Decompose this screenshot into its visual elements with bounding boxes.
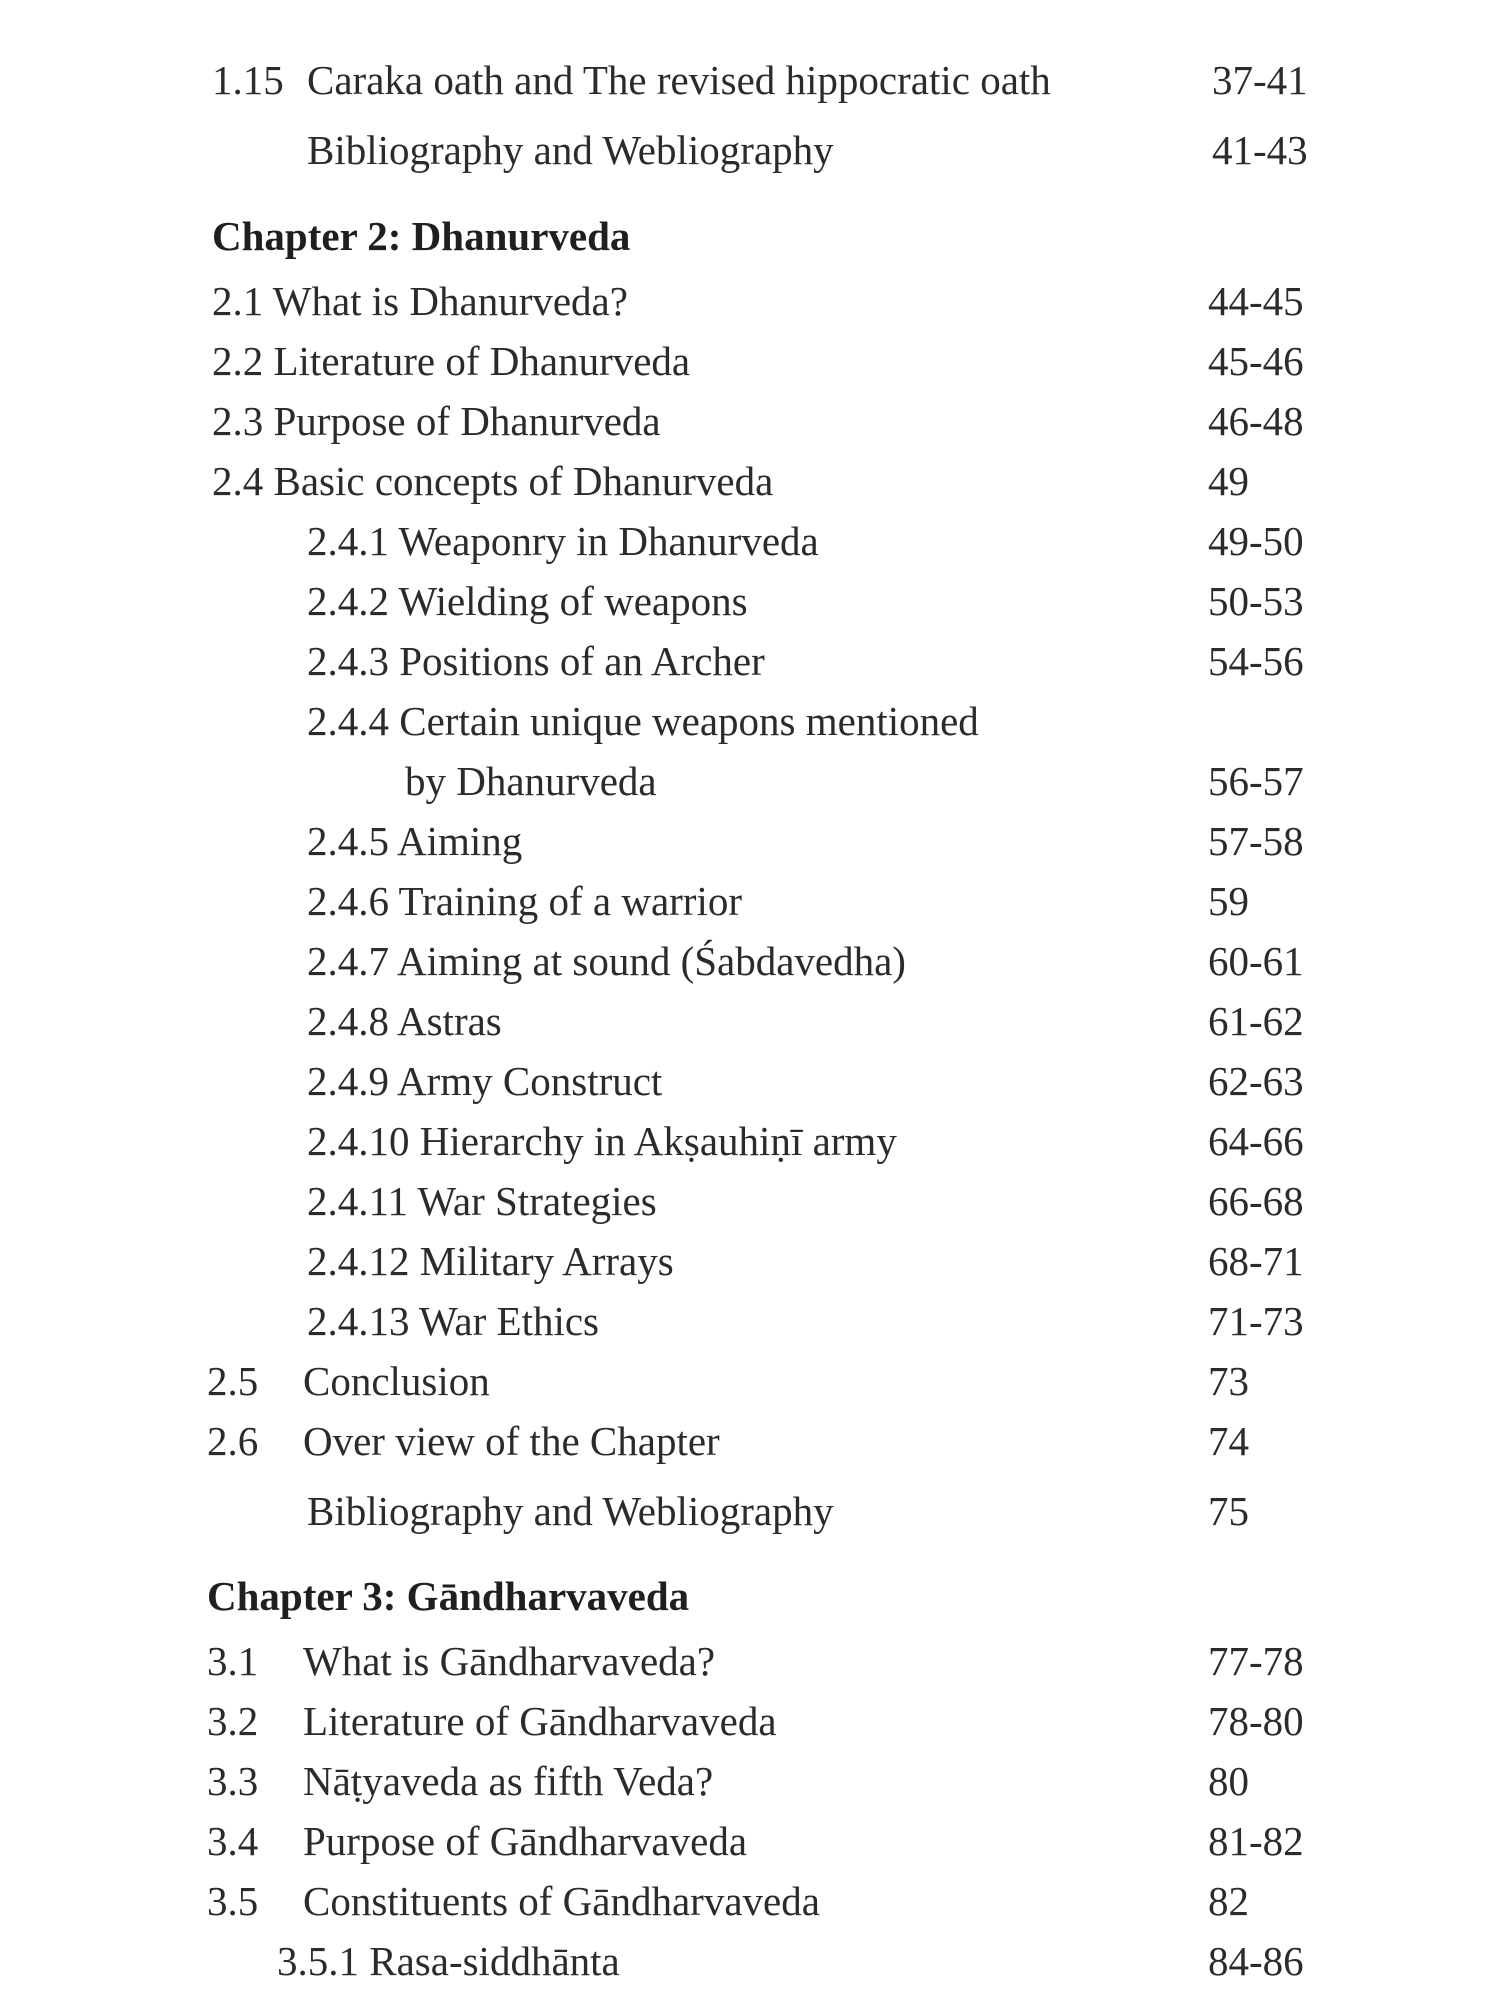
entry-pages: 61-62 [1208, 998, 1304, 1044]
entry-pages: 73 [1208, 1358, 1249, 1404]
toc-entry-3-3 [0, 1755, 1500, 1807]
entry-title: Nāṭyaveda as fifth Veda? [303, 1758, 714, 1804]
entry-title: Bibliography and Webliography [307, 127, 834, 173]
entry-pages: 64-66 [1208, 1118, 1304, 1164]
entry-title: Literature of Gāndharvaveda [303, 1698, 777, 1744]
toc-entry-3-5 [0, 1875, 1500, 1927]
entry-pages: 56-57 [1208, 758, 1304, 804]
entry-pages: 57-58 [1208, 818, 1304, 864]
entry-title: Bibliography and Webliography [307, 1488, 834, 1534]
toc-entry-3-5-1 [0, 1935, 1500, 1987]
entry-pages: 81-82 [1208, 1818, 1304, 1864]
entry-pages: 49 [1208, 458, 1249, 504]
toc-entry-2-5 [0, 1355, 1500, 1407]
entry-title: 2.4.2 Wielding of weapons [307, 578, 748, 624]
toc-entry-2-4-5 [0, 815, 1500, 867]
entry-pages: 74 [1208, 1418, 1249, 1464]
entry-title: 2.4.4 Certain unique weapons mentioned [307, 698, 979, 744]
entry-title: 2.4.6 Training of a warrior [307, 878, 743, 924]
entry-title: 2.4.10 Hierarchy in Akṣauhiṇī army [307, 1118, 897, 1164]
entry-pages: 59 [1208, 878, 1249, 924]
entry-pages: 71-73 [1208, 1298, 1304, 1344]
entry-pages: 41-43 [1212, 127, 1308, 173]
entry-pages: 62-63 [1208, 1058, 1304, 1104]
entry-title-continued: by Dhanurveda [405, 758, 657, 804]
entry-number: 2.6 [207, 1418, 259, 1464]
toc-entry-2-6 [0, 1415, 1500, 1467]
entry-number: 3.1 [207, 1638, 259, 1684]
entry-number: 3.2 [207, 1698, 259, 1744]
chapter-2-heading [0, 210, 1500, 262]
chapter-title: Chapter 2: Dhanurveda [212, 213, 631, 259]
entry-title: 2.4.13 War Ethics [307, 1298, 600, 1344]
entry-title: Caraka oath and The revised hippocratic oath [307, 57, 1051, 103]
entry-title: What is Gāndharvaveda? [303, 1638, 716, 1684]
entry-title: Purpose of Gāndharvaveda [303, 1818, 748, 1864]
toc-entry-2-4-8 [0, 995, 1500, 1047]
entry-pages: 44-45 [1208, 278, 1304, 324]
toc-entry-2-4-4-continued [0, 755, 1500, 807]
toc-entry-2-4-6 [0, 875, 1500, 927]
toc-entry-2-4-10 [0, 1115, 1500, 1167]
entry-title: Over view of the Chapter [303, 1418, 720, 1464]
entry-number: 3.4 [207, 1818, 259, 1864]
toc-entry-2-3 [0, 395, 1500, 447]
entry-pages: 84-86 [1208, 1938, 1304, 1984]
toc-entry-2-4-1 [0, 515, 1500, 567]
entry-number: 2.5 [207, 1358, 259, 1404]
entry-title: 2.4.5 Aiming [307, 818, 523, 864]
entry-pages: 46-48 [1208, 398, 1304, 444]
entry-title: Constituents of Gāndharvaveda [303, 1878, 820, 1924]
entry-title: 2.4.7 Aiming at sound (Śabdavedha) [307, 938, 906, 984]
entry-title: 2.4.3 Positions of an Archer [307, 638, 765, 684]
entry-title: Conclusion [303, 1358, 490, 1404]
entry-title: 2.2 Literature of Dhanurveda [212, 338, 691, 384]
entry-title: 2.3 Purpose of Dhanurveda [212, 398, 661, 444]
toc-entry-2-2 [0, 335, 1500, 387]
toc-entry-2-4-11 [0, 1175, 1500, 1227]
chapter-title: Chapter 3: Gāndharvaveda [207, 1573, 690, 1619]
entry-title: 2.4 Basic concepts of Dhanurveda [212, 458, 774, 504]
entry-title: 3.5.1 Rasa-siddhānta [277, 1938, 620, 1984]
toc-entry-2-4-3 [0, 635, 1500, 687]
entry-pages: 54-56 [1208, 638, 1304, 684]
entry-title: 2.1 What is Dhanurveda? [212, 278, 628, 324]
entry-pages: 68-71 [1208, 1238, 1304, 1284]
entry-title: 2.4.1 Weaponry in Dhanurveda [307, 518, 819, 564]
toc-entry-bibliography-ch2 [0, 1485, 1500, 1537]
entry-pages: 66-68 [1208, 1178, 1304, 1224]
toc-entry-2-4-9 [0, 1055, 1500, 1107]
entry-pages: 78-80 [1208, 1698, 1304, 1744]
toc-entry-2-4-7 [0, 935, 1500, 987]
toc-entry-3-1 [0, 1635, 1500, 1687]
entry-pages: 60-61 [1208, 938, 1304, 984]
entry-title: 2.4.9 Army Construct [307, 1058, 663, 1104]
entry-pages: 80 [1208, 1758, 1249, 1804]
toc-entry-2-4 [0, 455, 1500, 507]
entry-pages: 75 [1208, 1488, 1249, 1534]
toc-entry-3-4 [0, 1815, 1500, 1867]
toc-entry-bibliography-ch1 [0, 124, 1500, 176]
toc-entry-2-1 [0, 275, 1500, 327]
toc-entry-2-4-4 [0, 695, 1500, 747]
entry-number: 3.5 [207, 1878, 259, 1924]
entry-pages: 82 [1208, 1878, 1249, 1924]
toc-entry-2-4-2 [0, 575, 1500, 627]
entry-pages: 50-53 [1208, 578, 1304, 624]
entry-pages: 37-41 [1212, 57, 1308, 103]
entry-pages: 77-78 [1208, 1638, 1304, 1684]
chapter-3-heading [0, 1570, 1500, 1622]
entry-number: 3.3 [207, 1758, 259, 1804]
toc-entry-2-4-12 [0, 1235, 1500, 1287]
toc-entry-1-15 [0, 54, 1500, 106]
entry-number: 1.15 [212, 57, 284, 103]
entry-pages: 49-50 [1208, 518, 1304, 564]
entry-title: 2.4.12 Military Arrays [307, 1238, 674, 1284]
toc-entry-2-4-13 [0, 1295, 1500, 1347]
entry-title: 2.4.8 Astras [307, 998, 502, 1044]
entry-title: 2.4.11 War Strategies [307, 1178, 657, 1224]
entry-pages: 45-46 [1208, 338, 1304, 384]
toc-entry-3-2 [0, 1695, 1500, 1747]
